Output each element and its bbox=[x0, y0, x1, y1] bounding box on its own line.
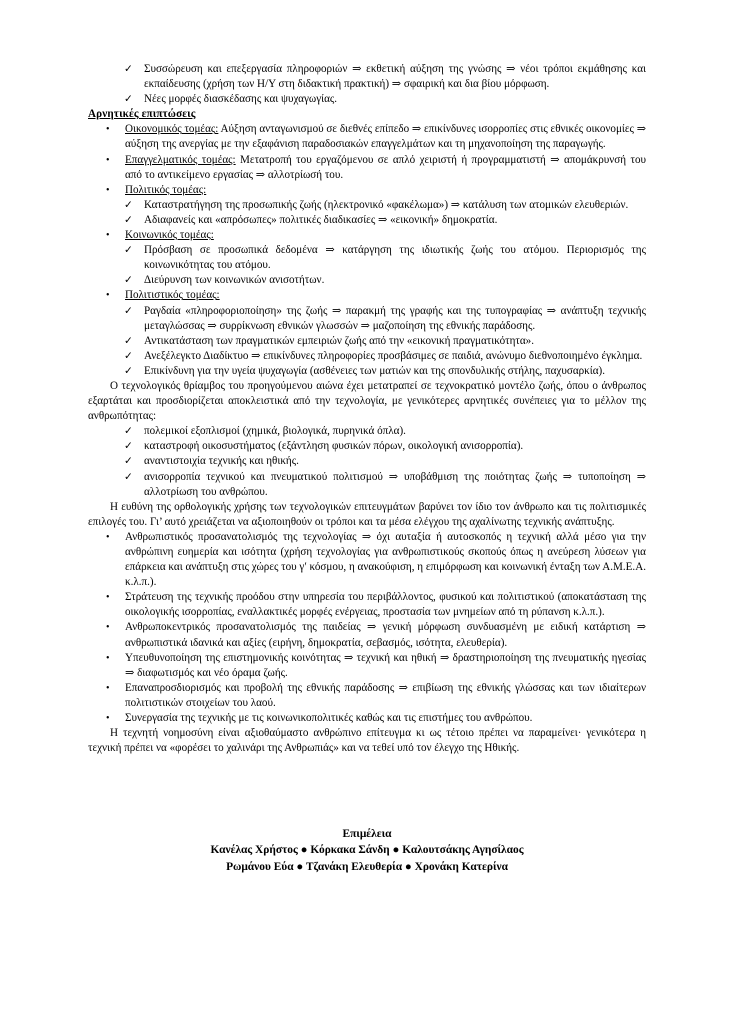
list-item-text bbox=[125, 228, 646, 243]
list-item-text bbox=[125, 122, 646, 152]
list-item-body-text: Αύξηση ανταγωνισμού σε διεθνές επίπεδο ⇒ επικίνδυνες ισορροπίες στις εθνικές οικονομίες ⇒ αύξηση της ανεργίας με την εξαφάνιση παραδοσιακών επαγγελμάτων και τη μηχανοποίηση της παραγωγής. bbox=[125, 123, 647, 151]
list-item-text: Καταστρατήγηση της προσωπικής ζωής (ηλεκτρονικό «φακέλωμα») ⇒ κατάλυση των ατομικών ελευθεριών. bbox=[144, 198, 629, 211]
list-item-lead-label: Κοινωνικός τομέας: bbox=[125, 229, 214, 242]
check-list-item bbox=[88, 213, 646, 228]
list-item-text: Αντικατάσταση των πραγματικών εμπειριών ζωής από την «εικονική πραγματικότητα». bbox=[144, 334, 534, 347]
checkmark-icon: ✓ bbox=[124, 94, 133, 106]
list-item-text: Συσσώρευση και επεξεργασία πληροφοριών ⇒ εκθετική αύξηση της γνώσης ⇒ νέοι τρόποι εκμάθησης και εκπαίδευσης (χρήση των Η/Υ στη διδακτική πρακτική) ⇒ σφαιρική και δια βίου μόρφωση. bbox=[144, 63, 646, 91]
bullet-list-item bbox=[88, 153, 646, 183]
bullet-list-item bbox=[88, 590, 646, 620]
checkmark-icon: ✓ bbox=[124, 245, 133, 257]
paragraph: Η ευθύνη της ορθολογικής χρήσης των τεχνολογικών επιτευγμάτων βαρύνει τον ίδιο τον άνθρωπο και τις πολιτισμικές επιλογές του. Γι’ αυτό χρειάζεται να αξιοποιηθούν οι τρόποι και τα μέσα ελέγχου της αχαλίνωτης τεχνικής ανάπτυξης. bbox=[88, 500, 646, 528]
list-item-text: ανισορροπία τεχνικού και πνευματικού πολιτισμού ⇒ υποβάθμιση της ποιότητας ζωής ⇒ τυποποίηση ⇒ αλλοτρίωση του ανθρώπου. bbox=[144, 470, 646, 498]
bullet-list-item bbox=[88, 651, 646, 681]
list-item-text: Νέες μορφές διασκέδασης και ψυχαγωγίας. bbox=[144, 93, 338, 106]
checkmark-icon: ✓ bbox=[124, 350, 133, 362]
bullet-marker-icon: • bbox=[106, 230, 110, 242]
check-list-item bbox=[88, 454, 646, 469]
list-item-text: Ανθρωποκεντρικός προσανατολισμός της παιδείας ⇒ γενική μόρφωση συνδυασμένη με ειδική κατάρτιση ⇒ ανθρωπιστικά ιδανικά και αξίες (ειρήνη, δημοκρατία, σεβασμός, ισότητα, ελευθερία). bbox=[125, 621, 646, 649]
check-list-item bbox=[88, 439, 646, 454]
bullet-marker-icon: • bbox=[106, 290, 110, 302]
list-item-lead-label: Οικονομικός τομέας: bbox=[125, 123, 219, 136]
list-item-text: Υπευθυνοποίηση της επιστημονικής κοινότητας ⇒ τεχνική και ηθική ⇒ δραστηριοποίηση της πνευματικής ηγεσίας ⇒ διαφωτισμός και νέο όραμα ζωής. bbox=[125, 651, 646, 679]
bullet-list-item bbox=[88, 530, 646, 590]
list-item-body-text: Μετατροπή του εργαζόμενου σε απλό χειριστή ή προγραμματιστή ⇒ απομάκρυνσή του από το αντικείμενο εργασίας ⇒ αλλοτρίωσή του. bbox=[125, 153, 646, 181]
bullet-marker-icon: • bbox=[106, 531, 110, 543]
list-item-text: Στράτευση της τεχνικής προόδου στην υπηρεσία του περιβάλλοντος, φυσικού και πολιτιστικού (αποκατάσταση της οικολογικής ισορροπίας, εναλλακτικές μορφές ενέργειας, προστασία των μνημείων από τη ρύπανση κ.λ.π.). bbox=[125, 591, 646, 619]
document-footer bbox=[88, 826, 646, 875]
list-item-text: Συνεργασία της τεχνικής με τις κοινωνικοπολιτικές καθώς και τις επιστήμες του ανθρώπου. bbox=[125, 712, 533, 725]
footer-editors-line-2: Ρωμάνου Εύα ● Τζανάκη Ελευθερία ● Χρονάκη Κατερίνα bbox=[226, 860, 508, 873]
bullet-list-item bbox=[88, 711, 646, 726]
list-item-text: Επικίνδυνη για την υγεία ψυχαγωγία (ασθένειες των ματιών και της σπονδυλικής στήλης, παχυσαρκία). bbox=[144, 364, 606, 377]
checkmark-icon: ✓ bbox=[124, 456, 133, 468]
check-list-item bbox=[88, 424, 646, 439]
list-item-text: Αδιαφανείς και «απρόσωπες» πολιτικές διαδικασίες ⇒ «εικονική» δημοκρατία. bbox=[144, 213, 498, 226]
list-item-text: πολεμικοί εξοπλισμοί (χημικά, βιολογικά, πυρηνικά όπλα). bbox=[144, 425, 406, 438]
check-list-item bbox=[88, 334, 646, 349]
checkmark-icon: ✓ bbox=[124, 305, 133, 317]
check-list-item bbox=[88, 92, 646, 107]
list-item-lead-label: Επαγγελματικός τομέας: bbox=[125, 153, 236, 166]
check-list-item bbox=[88, 273, 646, 288]
check-list-item bbox=[88, 470, 646, 500]
bullet-marker-icon: • bbox=[106, 682, 110, 694]
list-item-text: Διεύρυνση των κοινωνικών ανισοτήτων. bbox=[144, 274, 325, 287]
bullet-marker-icon: • bbox=[106, 622, 110, 634]
checkmark-icon: ✓ bbox=[124, 441, 133, 453]
checkmark-icon: ✓ bbox=[124, 471, 133, 483]
list-item-text: Ανεξέλεγκτο Διαδίκτυο ⇒ επικίνδυνες πληροφορίες προσβάσιμες σε παιδιά, ανώνυμο διεθνοποιημένο έγκλημα. bbox=[144, 349, 643, 362]
list-item-text: αναντιστοιχία τεχνικής και ηθικής. bbox=[144, 455, 299, 468]
checkmark-icon: ✓ bbox=[124, 64, 133, 75]
check-list-item bbox=[88, 198, 646, 213]
list-item-text: Ανθρωπιστικός προσανατολισμός της τεχνολογίας ⇒ όχι αυταξία ή αυτοσκοπός η τεχνική αλλά μέσο για την ανθρώπινη ευημερία και ισότητα (χρήση τεχνολογίας για ανθρωπιστικούς σκοπούς όπως η ανεύρεση λύσεων για επάρκεια και ανάπτυξη στις χώρες του γ′ κόσμου, η ανακούφιση, η επιμόρφωση και κοινωνική ένταξη των Α.Μ.Ε.Α. κ.λ.π.). bbox=[125, 530, 646, 589]
checkmark-icon: ✓ bbox=[124, 335, 133, 347]
bullet-marker-icon: • bbox=[106, 124, 110, 136]
checkmark-icon: ✓ bbox=[124, 199, 133, 211]
footer-editors-line-1: Κανέλας Χρήστος ● Κόρκακα Σάνδη ● Καλουτσάκης Αγησίλαος bbox=[210, 844, 524, 857]
paragraph: Η τεχνητή νοημοσύνη είναι αξιοθαύμαστο ανθρώπινο επίτευγμα κι ως τέτοιο πρέπει να παραμείνει· γενικότερα η τεχνική πρέπει να «φορέσει το χαλινάρι της Ανθρωπιάς» και να τεθεί υπό τον έλεγχο της Ηθικής. bbox=[88, 727, 646, 755]
list-item-text: Ραγδαία «πληροφοριοποίηση» της ζωής ⇒ παρακμή της γραφής και της τυπογραφίας ⇒ ανάπτυξη τεχνικής μεταγλώσσας ⇒ συρρίκνωση εθνικών γλωσσών ⇒ μαζοποίηση της εθνικής παράδοσης. bbox=[144, 304, 646, 332]
bullet-list-item bbox=[88, 183, 646, 198]
check-list-item bbox=[88, 364, 646, 379]
bullet-marker-icon: • bbox=[106, 154, 110, 166]
bullet-list-item bbox=[88, 122, 646, 152]
check-list-item bbox=[88, 304, 646, 334]
bullet-marker-icon: • bbox=[106, 652, 110, 664]
section-heading: Αρνητικές επιπτώσεις bbox=[88, 108, 196, 121]
bullet-marker-icon: • bbox=[106, 713, 110, 725]
list-item-lead-label: Πολιτιστικός τομέας: bbox=[125, 289, 220, 302]
bullet-marker-icon: • bbox=[106, 592, 110, 604]
check-list-item bbox=[88, 349, 646, 364]
document-body bbox=[88, 62, 646, 756]
list-item-text bbox=[125, 153, 646, 183]
checkmark-icon: ✓ bbox=[124, 214, 133, 226]
list-item-text: Πρόσβαση σε προσωπικά δεδομένα ⇒ κατάργηση της ιδιωτικής ζωής του ατόμου. Περιορισμός της κοινωνικότητας του ατόμου. bbox=[144, 244, 646, 272]
bullet-marker-icon: • bbox=[106, 184, 110, 196]
paragraph: Ο τεχνολογικός θρίαμβος του προηγούμενου αιώνα έχει μετατραπεί σε τεχνοκρατικό μοντέλο ζωής, όπου ο άνθρωπος εξαρτάται και προσδιορίζεται αποκλειστικά από την τεχνολογία, με γενικότερες αρνητικές συνέπειες για το μέλλον της ανθρωπότητας: bbox=[88, 379, 646, 423]
list-item-text bbox=[125, 288, 646, 303]
checkmark-icon: ✓ bbox=[124, 426, 133, 438]
check-list-item bbox=[88, 243, 646, 273]
footer-title: Επιμέλεια bbox=[342, 828, 392, 840]
checkmark-icon: ✓ bbox=[124, 365, 133, 377]
bullet-list-item bbox=[88, 681, 646, 711]
list-item-text: καταστροφή οικοσυστήματος (εξάντληση φυσικών πόρων, οικολογική ανισορροπία). bbox=[144, 440, 524, 453]
list-item-lead-label: Πολιτικός τομέας: bbox=[125, 183, 207, 196]
checkmark-icon: ✓ bbox=[124, 275, 133, 287]
bullet-list-item bbox=[88, 288, 646, 303]
bullet-list-item bbox=[88, 620, 646, 650]
bullet-list-item bbox=[88, 228, 646, 243]
list-item-text bbox=[125, 183, 646, 198]
list-item-text: Επαναπροσδιορισμός και προβολή της εθνικής παράδοσης ⇒ επιβίωση της εθνικής γλώσσας και των ιδιαίτερων πολιτιστικών στοιχείων του λαού. bbox=[125, 681, 646, 709]
check-list-item bbox=[88, 62, 646, 92]
